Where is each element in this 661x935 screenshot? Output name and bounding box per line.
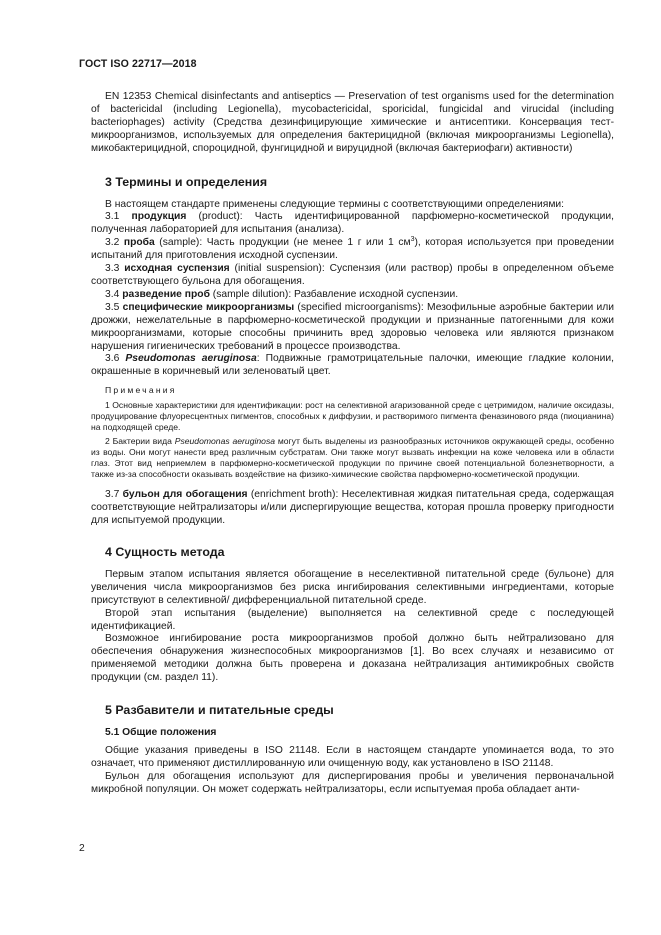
page-content: [91, 91, 614, 797]
note-2: [91, 436, 614, 480]
term-3-6-number: 3.6: [105, 353, 126, 365]
term-3-2-number: 3.2: [105, 237, 124, 249]
section-5-title: 5 Разбавители и питательные среды: [105, 703, 334, 718]
term-3-7-number: 3.7: [105, 489, 123, 501]
term-3-3-term: исходная суспензия: [124, 263, 230, 275]
section-3-lead: В настоящем стандарте применены следующие термины с соответствующими определениями:: [105, 198, 565, 210]
term-3-7: [91, 489, 614, 528]
term-3-6-term: Pseudomonas aeruginosa: [125, 353, 257, 365]
section-4-paragraph-2: Второй этап испытания (выделение) выполняется на селективной среде с последующей идентификацией.: [91, 607, 614, 632]
section-5-1-paragraph-2: Бульон для обогащения используют для диспергирования пробы и увеличения первоначальной микробной популяции. Он может содержать нейтрализаторы, если испытуемая проба обладает анти-: [91, 770, 614, 795]
term-3-5-number: 3.5: [105, 301, 123, 313]
term-3-2-superscript: 3: [410, 236, 415, 244]
page-number: 2: [79, 843, 85, 854]
note-2-text-a: 2 Бактерии вида: [105, 436, 175, 447]
standard-header: ГОСТ ISO 22717—2018: [79, 58, 197, 70]
term-3-4-term: разведение проб: [122, 288, 210, 300]
term-3-2: [91, 237, 614, 263]
subsection-5-1-title: 5.1 Общие положения: [105, 727, 217, 739]
note-2-text-b: могут быть выделены из разнообразных источников окружающей среды, особенно из воды. Они могут нанести вред различным субстратам. Они также могут вызвать инфекции на коже человека или в области глаз. Этот вид неприемлем в парфюмерно-косметической продукции по причине своей потенциальной болезнетворности, а также из-за способности оказывать воздействие на физико-химические свойства парфюмерно-косметической продукции.: [91, 436, 614, 480]
term-3-7-term: бульон для обогащения: [122, 489, 248, 501]
intro-en12353: EN 12353 Chemical disinfectants and antiseptics — Preservation of test organisms used for the determination of bactericidal (including Legionella), mycobactericidal, sporicidal, fungicidal and virucidal (including bacteriophages) activity (Средства дезинфицирующие химические и антисептики. Консервация тест-микроорганизмов, используемых для определения бактерицидной (включая микроорганизмы Legionella), микобактерицидной, спороцидной, фунгицидной и вируцидной (включая бактериофаги) активности): [91, 91, 614, 154]
notes-title: Примечания: [105, 385, 177, 396]
term-3-3-definition: (initial suspension): Суспензия (или раствор) пробы в определенном объеме соответствующего бульона для обогащения.: [91, 263, 614, 287]
term-3-1-term: продукция: [131, 211, 187, 223]
term-3-4: [91, 289, 614, 302]
term-3-1-definition: (product): Часть идентифицированной парфюмерно-косметической продукции, полученная лабораторией для испытания (анализа).: [91, 211, 614, 236]
note-1: 1 Основные характеристики для идентификации: рост на селективной агаризованной среде с цетримидом, наличие оксидазы, продуцирование флуоресцентных пигментов, способных к диффузии, и растворимого пигмента феназинового ряда (пиоцианина) на подходящей среде.: [91, 400, 614, 433]
term-3-5: [91, 302, 614, 354]
term-3-4-definition: (sample dilution): Разбавление исходной суспензии.: [209, 288, 459, 300]
term-3-3: [91, 263, 614, 289]
term-3-2-term: проба: [123, 237, 155, 249]
term-3-2-definition-b: ), которая используется при проведении испытаний для приготовления исходной суспензии.: [91, 237, 614, 262]
term-3-3-number: 3.3: [105, 263, 125, 275]
term-3-5-term: специфические микроорганизмы: [122, 301, 295, 313]
note-2-italic: Pseudomonas aeruginosa: [174, 436, 276, 447]
term-3-7-definition: (enrichment broth): Неселективная жидкая питательная среда, содержащая соответствующие нейтрализаторы и/или диспергирующие вещества, которая прошла проверку пригодности для испытуемой продукции.: [91, 489, 614, 527]
section-4-paragraph-1: Первым этапом испытания является обогащение в неселективной питательной среде (бульоне) для увеличения числа микроорганизмов без риска ингибирования селективными ингредиентами, которые присутствуют в селективной/ дифференциальной питательной среде.: [91, 568, 614, 606]
term-3-6-definition: : Подвижные грамотрицательные палочки, имеющие гладкие колонии, окрашенные в коричневый или зеленоватый цвет.: [91, 353, 614, 378]
term-3-2-definition-a: (sample): Часть продукции (не менее 1 г или 1 см: [154, 237, 411, 249]
term-3-1: [91, 211, 614, 237]
section-4-paragraph-3: Возможное ингибирование роста микроорганизмов пробой должно быть нейтрализовано для обеспечения обнаружения жизнеспособных микроорганизмов [1]. Во всех случаях и независимо от применяемой методики должна быть проверена и доказана нейтрализация антимикробных свойств продукции (см. раздел 11).: [91, 633, 614, 684]
term-3-1-number: 3.1: [105, 211, 132, 223]
section-4-title: 4 Сущность метода: [105, 544, 225, 559]
term-3-6: [91, 353, 614, 379]
term-3-5-definition: (specified microorganisms): Мезофильные аэробные бактерии или дрожжи, нежелательные в парфюмерно-косметической продукции и признанные патогенными для кожи микроорганизмами, которые способны причинить вред здоровью человека или являются признаком нарушения гигиенических требований в процессе производства.: [91, 301, 614, 352]
section-3-title: 3 Термины и определения: [105, 174, 268, 189]
section-5-1-paragraph-1: Общие указания приведены в ISO 21148. Если в настоящем стандарте упоминается вода, то это означает, что применяют дистиллированную или очищенную воду, как установлено в ISO 21148.: [91, 745, 614, 769]
notes-block: [91, 385, 614, 480]
term-3-4-number: 3.4: [105, 288, 123, 300]
